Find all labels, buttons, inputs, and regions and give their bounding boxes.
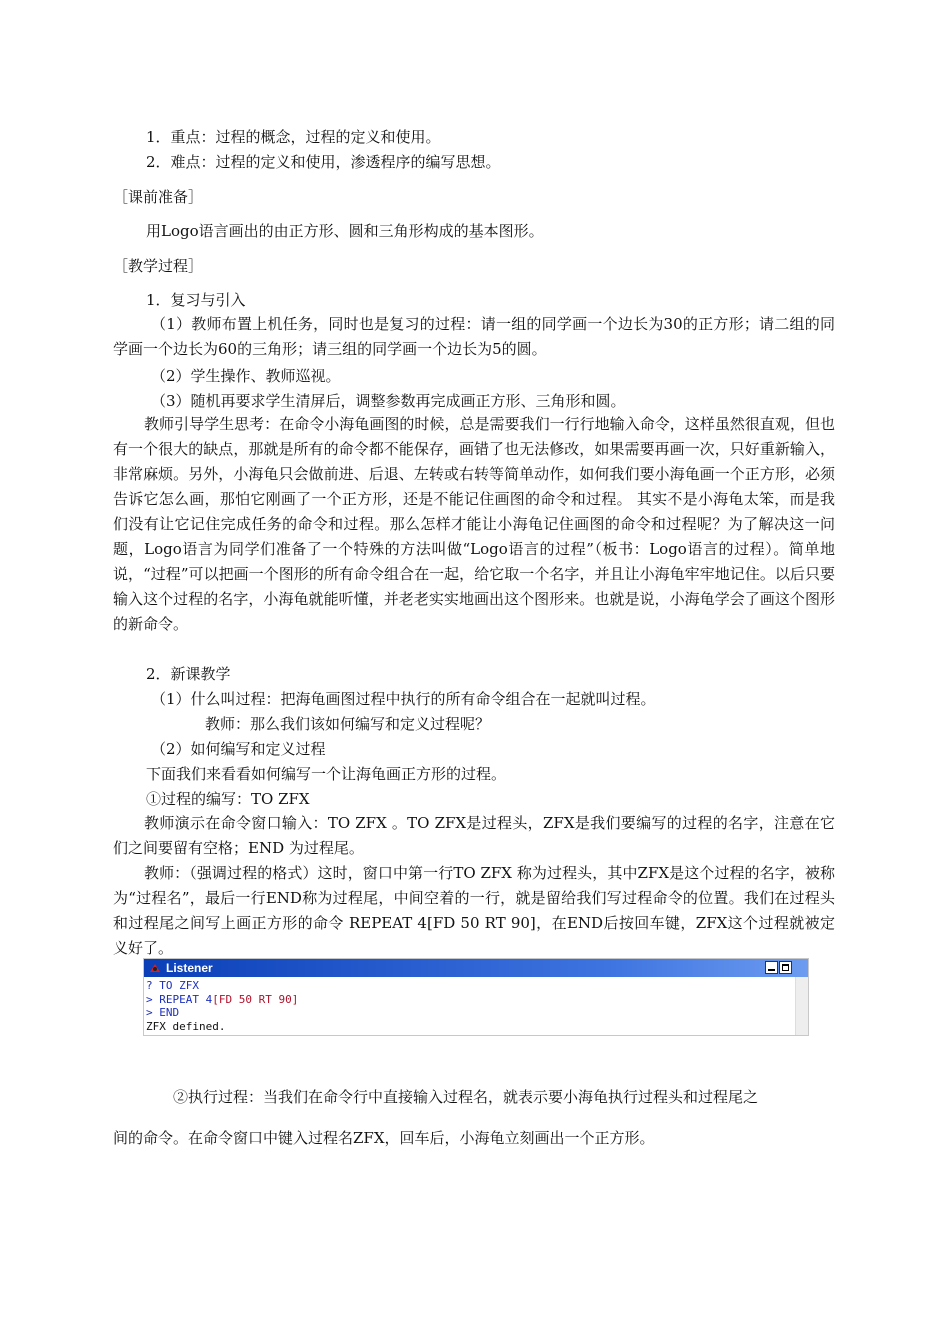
turtle-icon: [148, 961, 162, 975]
step2-paragraph-5: ①过程的编写：TO ZFX: [146, 790, 310, 808]
listener-title-bar[interactable]: [144, 959, 808, 977]
step2-paragraph-9: 间的命令。在命令窗口中键入过程名ZFX，回车后，小海龟立刻画出一个正方形。: [113, 1129, 655, 1147]
maximize-button[interactable]: [779, 961, 792, 974]
step1-paragraph-1: （1）教师布置上机任务，同时也是复习的过程：请一组的同学画一个边长为30的正方形；请二组的同学画一个边长为60的三角形；请三组的同学画一个边长为5的圆。: [113, 315, 835, 358]
listener-line-2-command: [FD 50 RT 90]: [212, 992, 299, 1006]
step2-paragraph-4: 下面我们来看看如何编写一个让海龟画正方形的过程。: [146, 765, 507, 783]
key-point-1: 1．重点：过程的概念，过程的定义和使用。: [146, 128, 441, 146]
step2-paragraph-3: （2）如何编写和定义过程: [151, 740, 326, 758]
listener-line-2: [146, 993, 808, 1007]
step2-paragraph-1: （1）什么叫过程：把海龟画图过程中执行的所有命令组合在一起就叫过程。: [151, 690, 656, 708]
step1-paragraph-4: 教师引导学生思考：在命令小海龟画图的时候，总是需要我们一行行地输入命令，这样虽然很直观，但也有一个很大的缺点，那就是所有的命令都不能保存，画错了也无法修改，如果需要再画一次，只好重新输入，非常麻烦。另外，小海龟只会做前进、后退、左转或右转等简单动作，如何我们要小海龟画一个正方形，必须告诉它怎么画，那怕它刚画了一个正方形，还是不能记住画图的命令和过程。 其实不是小海龟太笨，而是我们没有让它记住完成任务的命令和过程。那么怎样才能让小海龟记住画图的命令和过程呢？为了解决这一问题，Logo语言为同学们准备了一个特殊的方法叫做“Logo语言的过程”（板书：Logo语言的过程）。简单地说，“过程”可以把画一个图形的所有命令组合在一起，给它取一个名字，并且让小海龟牢牢地记住。以后只要输入这个过程的名字，小海龟就能听懂，并老老实实地画出这个图形来。也就是说，小海龟学会了画这个图形的新命令。: [113, 415, 835, 633]
listener-window: [143, 958, 809, 1036]
prep-heading: ［课前准备］: [113, 188, 204, 206]
key-point-2: 2．难点：过程的定义和使用，渗透程序的编写思想。: [146, 153, 501, 171]
step1-paragraph-3: （3）随机再要求学生清屏后，调整参数再完成画正方形、三角形和圆。: [151, 392, 626, 410]
listener-line-2-prefix: > REPEAT 4: [146, 992, 213, 1006]
step2-title: 2．新课教学: [146, 665, 231, 683]
step2-paragraph-2: 教师：那么我们该如何编写和定义过程呢？: [205, 715, 491, 733]
process-heading: ［教学过程］: [113, 257, 204, 275]
step1-paragraph-2: （2）学生操作、教师巡视。: [151, 367, 341, 385]
listener-line-3: > END: [146, 1006, 180, 1019]
listener-scrollbar[interactable]: [795, 977, 808, 1035]
listener-title: Listener: [166, 961, 213, 975]
step1-title: 1．复习与引入: [146, 291, 246, 309]
minimize-button[interactable]: [765, 961, 778, 974]
listener-line-1: ? TO ZFX: [146, 979, 199, 992]
step2-paragraph-6: 教师演示在命令窗口输入：TO ZFX 。TO ZFX是过程头，ZFX是我们要编写的过程的名字，注意在它们之间要留有空格；END 为过程尾。: [113, 814, 835, 857]
step2-paragraph-7: 教师：（强调过程的格式）这时，窗口中第一行TO ZFX 称为过程头，其中ZFX是这个过程的名字，被称为“过程名”，最后一行END称为过程尾，中间空着的一行，就是留给我们写过程命令的位置。我们在过程头和过程尾之间写上画正方形的命令 REPEAT 4[FD 50 RT 90]，在END后按回车键，ZFX这个过程就被定义好了。: [113, 864, 835, 957]
step2-paragraph-8: ②执行过程：当我们在命令行中直接输入过程名，就表示要小海龟执行过程头和过程尾之: [173, 1088, 759, 1106]
listener-output: [144, 977, 808, 1033]
listener-line-4: ZFX defined.: [146, 1019, 226, 1033]
prep-text: 用Logo语言画出的由正方形、圆和三角形构成的基本图形。: [146, 222, 544, 240]
